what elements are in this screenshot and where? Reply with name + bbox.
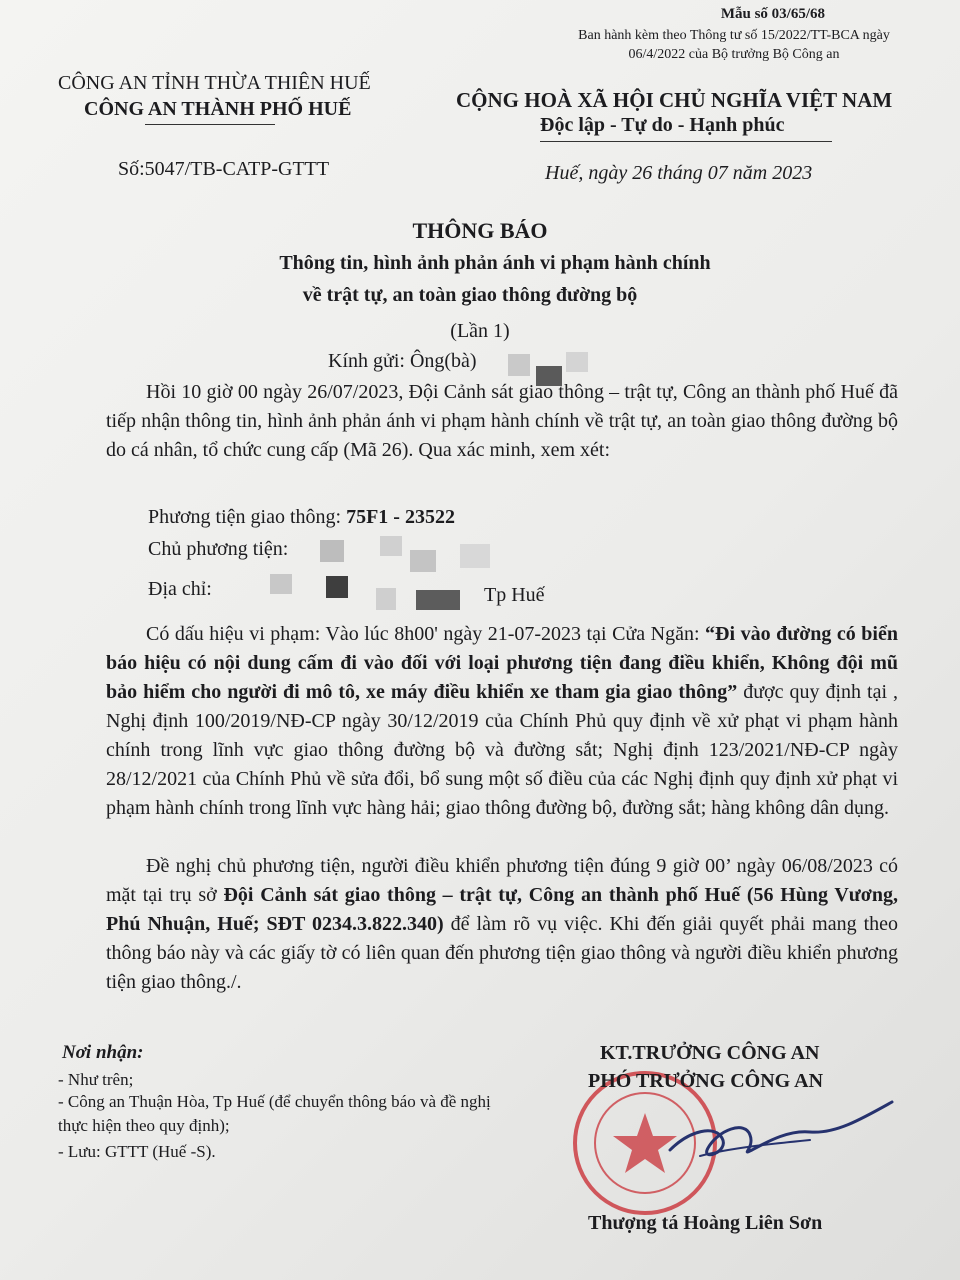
vehicle-label: Phương tiện giao thông:	[148, 506, 342, 528]
violation-description: “Đi vào đường có biển báo hiệu có nội dung cấm đi vào đối với loại phương tiện đang điều khiển, Không đội mũ bảo hiểm cho người đi mô tô, xe máy điều khiển xe tham gia giao thông”	[106, 623, 898, 703]
intro-paragraph: Hồi 10 giờ 00 ngày 26/07/2023, Đội Cảnh sát giao thông – trật tự, Công an thành phố Huế đã tiếp nhận thông tin, hình ảnh phản ánh vi phạm hành chính về trật tự, an toàn giao thông đường bộ do cá nhân, tổ chức cung cấp (Mã 26). Qua xác minh, xem xét:	[106, 381, 898, 461]
signature-title-1: KT.TRƯỞNG CÔNG AN	[600, 1042, 820, 1064]
signer-name: Thượng tá Hoàng Liên Sơn	[588, 1212, 823, 1234]
recipient-item: - Công an Thuận Hòa, Tp Huế (để chuyển thông báo và đề nghị thực hiện theo quy định);	[58, 1092, 491, 1135]
address-label: Địa chỉ:	[148, 578, 212, 600]
nation-name: CỘNG HOÀ XÃ HỘI CHỦ NGHĨA VIỆT NAM	[456, 88, 893, 112]
form-issued-with: Ban hành kèm theo Thông tư số 15/2022/TT-BCA ngày 06/4/2022 của Bộ trưởng Bộ Công an	[578, 28, 890, 62]
handwritten-signature-icon	[660, 1090, 900, 1200]
request-lead: Đề nghị chủ phương tiện, người điều khiển phương tiện đúng 9 giờ 00’ ngày 06/08/2023 có mặt tại trụ sở	[106, 855, 898, 906]
recipient-item: - Lưu: GTTT (Huế -S).	[58, 1142, 216, 1161]
agency-name: CÔNG AN THÀNH PHỐ HUẾ	[84, 98, 352, 120]
owner-label: Chủ phương tiện:	[148, 538, 289, 560]
recipients-title: Nơi nhận:	[62, 1042, 144, 1063]
agency-underline	[145, 124, 275, 125]
request-office: Đội Cảnh sát giao thông – trật tự, Công an thành phố Huế (56 Hùng Vương, Phú Nhuận, Huế; SĐT 0234.3.822.340)	[106, 884, 899, 935]
violation-paragraph	[106, 620, 898, 823]
place-date: Huế, ngày 26 tháng 07 năm 2023	[545, 162, 813, 184]
violation-lead: Có dấu hiệu vi phạm: Vào lúc 8h00' ngày 21-07-2023 tại Cửa Ngăn:	[146, 623, 700, 645]
address-tail: Tp Huế	[484, 584, 545, 606]
notice-subtitle-1: Thông tin, hình ảnh phản ánh vi phạm hành chính	[279, 252, 711, 274]
addressee: Kính gửi: Ông(bà)	[328, 350, 477, 372]
nation-motto: Độc lập - Tự do - Hạnh phúc	[540, 114, 785, 136]
vehicle-line	[148, 506, 455, 529]
signature-title-2: PHÓ TRƯỞNG CÔNG AN	[588, 1070, 824, 1092]
form-number: Mẫu số 03/65/68	[720, 6, 825, 22]
notice-round: (Lần 1)	[450, 320, 510, 342]
request-rest: để làm rõ vụ việc. Khi đến giải quyết phải mang theo thông báo này và các giấy tờ có liên quan đến phương tiện giao thông và người điều khiển phương tiện giao thông./.	[106, 913, 899, 993]
document-number: Số:5047/TB-CATP-GTTT	[118, 158, 330, 180]
notice-subtitle-2: về trật tự, an toàn giao thông đường bộ	[302, 284, 638, 306]
motto-underline	[540, 141, 832, 142]
address-line	[148, 578, 212, 601]
request-paragraph	[106, 852, 898, 997]
violation-legal-basis: được quy định tại , Nghị định 100/2019/NĐ-CP ngày 30/12/2019 của Chính Phủ quy định về xử phạt vi phạm hành chính trong lĩnh vực giao thông đường bộ và đường sắt; Nghị định 123/2021/NĐ-CP ngày 28/12/2021 của Chính Phủ về sửa đổi, bổ sung một số điều của các Nghị định quy định xử phạt vi phạm hành chính trong lĩnh vực hàng hải; giao thông đường bộ, đường sắt; hàng không dân dụng.	[106, 681, 898, 819]
redacted-address	[236, 572, 472, 612]
agency-parent: CÔNG AN TỈNH THỪA THIÊN HUẾ	[58, 72, 371, 94]
notice-title: THÔNG BÁO	[412, 218, 548, 243]
vehicle-plate: 75F1 - 23522	[346, 506, 455, 528]
redacted-owner	[320, 536, 500, 572]
owner-line	[148, 538, 288, 561]
recipient-item: - Như trên;	[58, 1070, 134, 1089]
